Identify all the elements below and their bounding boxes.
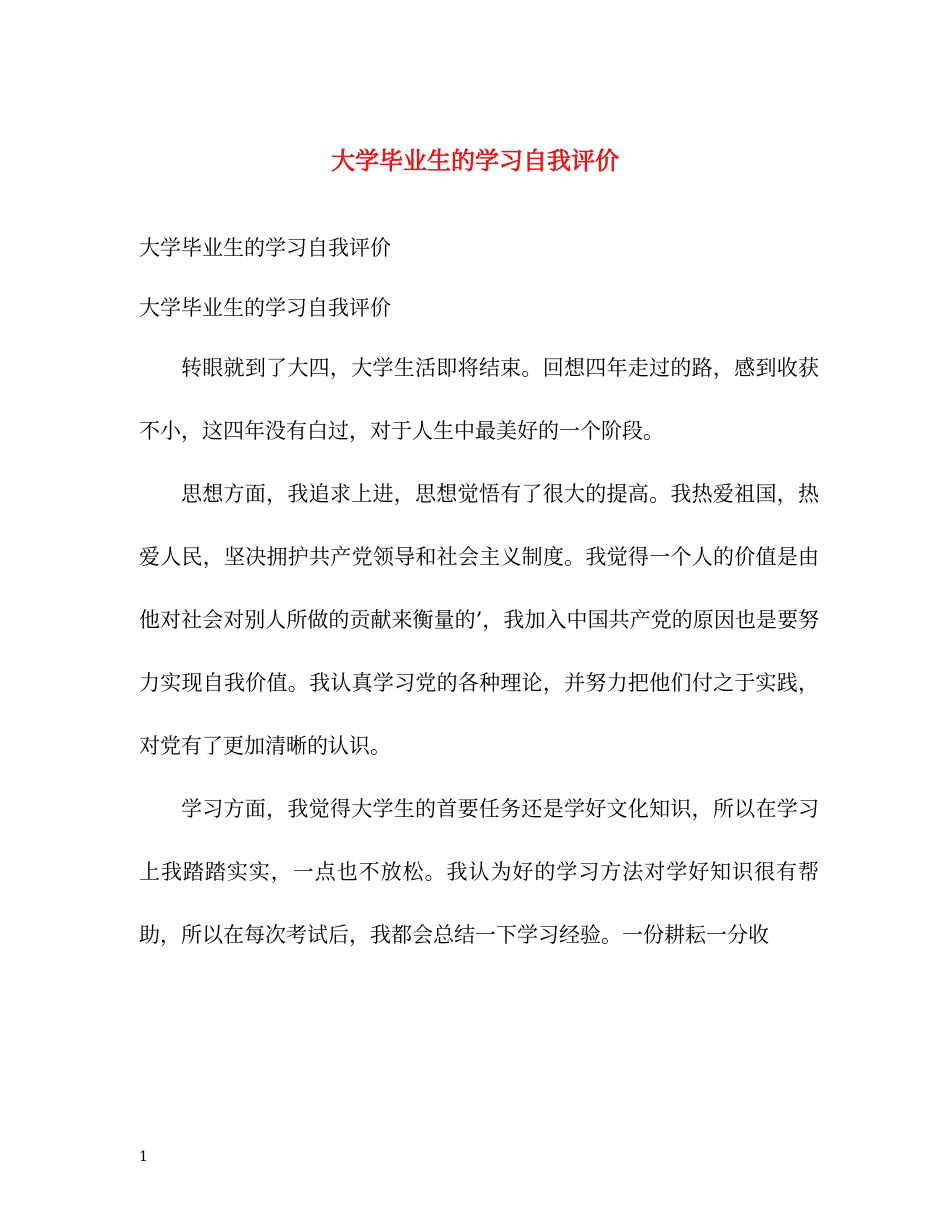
paragraph-study: 学习方面，我觉得大学生的首要任务还是学好文化知识，所以在学习上我踏踏实实，一点也不放松。我认为好的学习方法对学好知识很有帮助，所以在每次考试后，我都会总结一下学习经验。一份耕耘一分收 xyxy=(139,797,819,947)
paragraph-ideology: 思想方面，我追求上进，思想觉悟有了很大的提高。我热爱祖国，热爱人民，坚决拥护共产党领导和社会主义制度。我觉得一个人的价值是由他对社会对别人所做的贡献来衡量的’，我加入中国共产党的原因也是要努力实现自我价值。我认真学习党的各种理论，并努力把他们付之于实践，对党有了更加清晰的认识。 xyxy=(139,482,819,758)
page-number: 1 xyxy=(139,1149,148,1165)
paragraph-intro: 转眼就到了大四，大学生活即将结束。回想四年走过的路，感到收获不小，这四年没有白过，对于人生中最美好的一个阶段。 xyxy=(139,356,819,443)
subtitle-line: 大学毕业生的学习自我评价 xyxy=(139,296,391,320)
subtitle-line: 大学毕业生的学习自我评价 xyxy=(139,236,391,260)
document-title: 大学毕业生的学习自我评价 xyxy=(331,146,619,175)
